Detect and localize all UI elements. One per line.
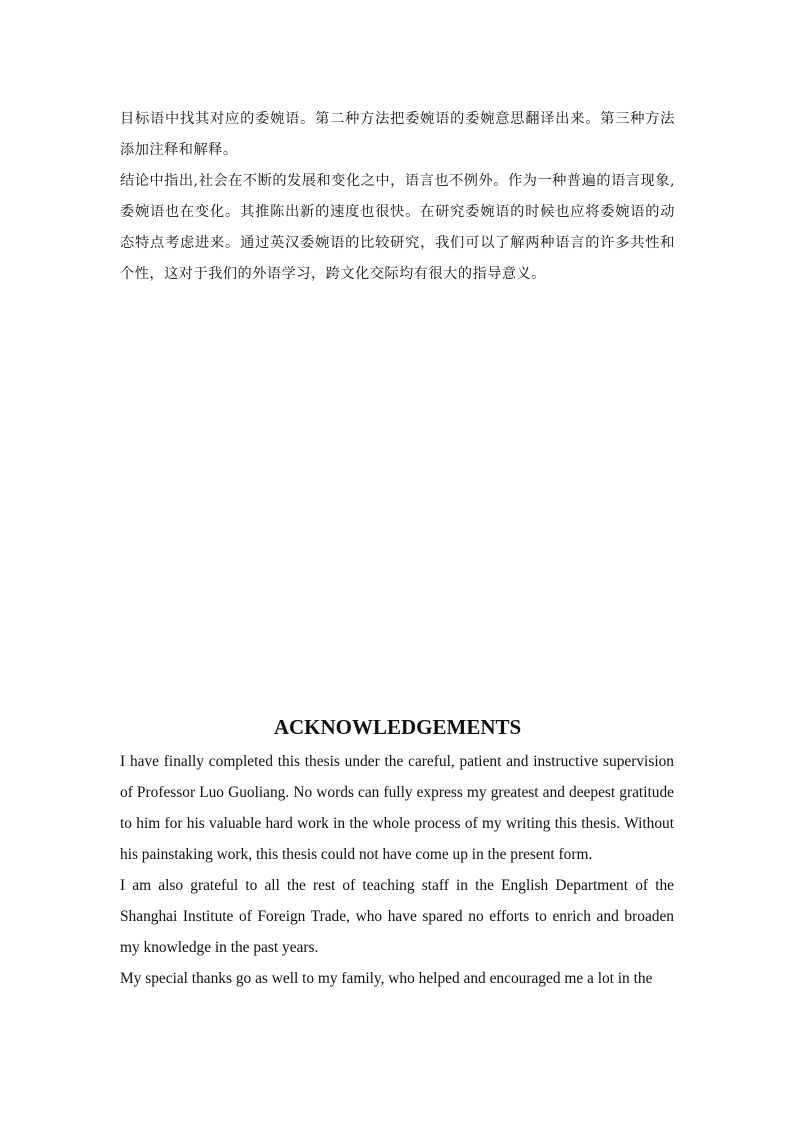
chinese-paragraph-2: 结论中指出,社会在不断的发展和变化之中，语言也不例外。作为一种普遍的语言现象,委婉语也在变化。其推陈出新的速度也很快。在研究委婉语的时候也应将委婉语的动态特点考虑进来。通过英汉委婉语的比较研究，我们可以了解两种语言的许多共性和个性，这对于我们的外语学习，跨文化交际均有很大的指导意义。 xyxy=(120,173,675,282)
ack-paragraph-1: I have finally completed this thesis under the careful, patient and instructive supervision of Professor Luo Guoliang. No words can fully express my greatest and deepest gratitude to him for his valuable hard work in the whole process of my writing this thesis. Without his painstaking work, this thesis could not have come up in the present form. xyxy=(120,753,674,863)
acknowledgements-body xyxy=(120,746,674,994)
ack-paragraph-3: My special thanks go as well to my family, who helped and encouraged me a lot in the xyxy=(120,970,653,987)
chinese-paragraph-1: 目标语中找其对应的委婉语。第二种方法把委婉语的委婉意思翻译出来。第三种方法添加注释和解释。 xyxy=(120,111,675,158)
chinese-body-text xyxy=(120,104,675,290)
acknowledgements-heading: ACKNOWLEDGEMENTS xyxy=(273,715,522,739)
ack-paragraph-2: I am also grateful to all the rest of teaching staff in the English Department of the Shanghai Institute of Foreign Trade, who have spared no efforts to enrich and broaden my knowledge in the past years. xyxy=(120,877,674,956)
